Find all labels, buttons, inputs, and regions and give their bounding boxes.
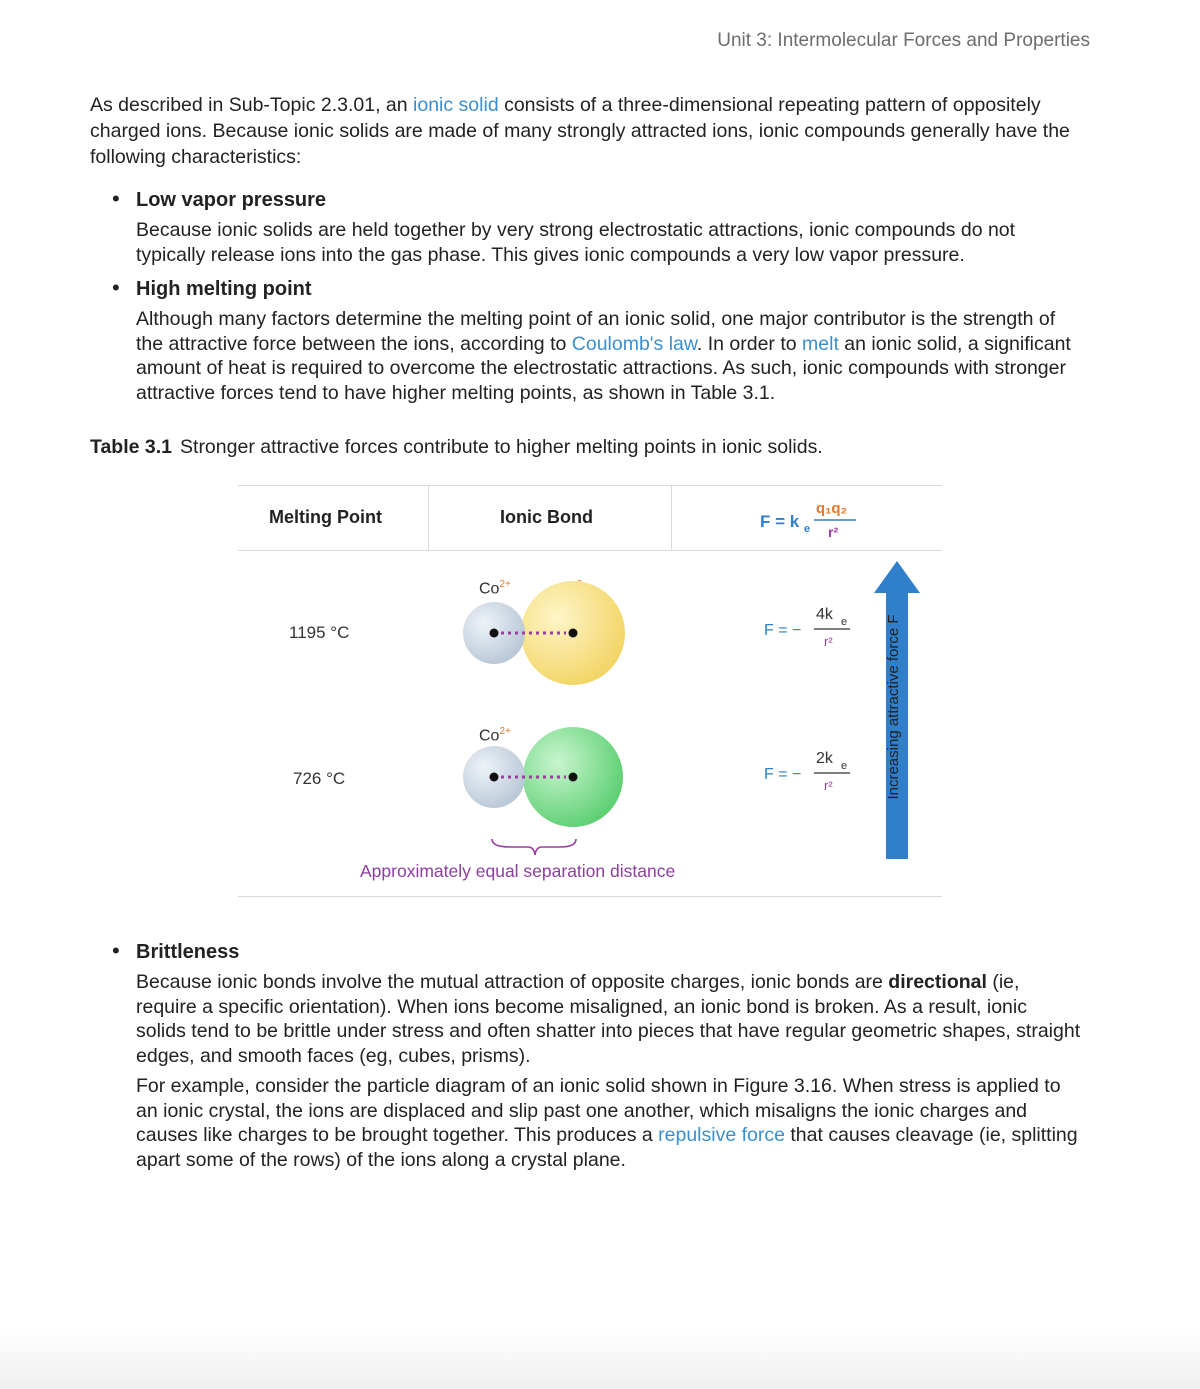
bullet-title: Low vapor pressure: [136, 189, 327, 211]
table-caption-text: Stronger attractive forces contribute to higher melting points in ionic solids.: [180, 436, 823, 458]
formula-num: 2k: [816, 750, 833, 767]
bullet-body-2: [136, 1074, 1082, 1172]
list-item: [112, 186, 1082, 267]
table-divider: [671, 485, 672, 551]
table-rule-top: [238, 485, 942, 486]
bullet-icon: •: [112, 938, 120, 963]
list-item: [112, 275, 1082, 405]
body-text: Because ionic bonds involve the mutual attraction of opposite charges, ionic bonds are: [136, 971, 889, 993]
bullet-icon: •: [112, 186, 120, 211]
formula-sub: e: [841, 760, 848, 772]
body-text: that causes cleavage (ie, splitting apart some of the rows) of the ions along a crystal plane.: [136, 1124, 1078, 1171]
header-ionic-bond: Ionic Bond: [500, 507, 593, 527]
formula-lhs: F = −: [764, 766, 802, 783]
nucleus-dot: [490, 773, 499, 782]
cation-symbol: Co: [479, 727, 500, 745]
table-caption: [90, 434, 823, 460]
page-bottom-shadow: [0, 1329, 1200, 1389]
body-text: an ionic solid, a significant amount of heat is required to overcome the electrostatic attractions. As such, ionic compounds with stronger attractive forces tend to have higher melting points, as shown in Table 3.1.: [136, 332, 1071, 404]
nucleus-dot: [490, 629, 499, 638]
bullet-icon: •: [112, 275, 120, 300]
formula-den: r²: [828, 524, 839, 540]
formula-sub: e: [841, 616, 848, 628]
intro-text: As described in Sub-Topic 2.3.01, an: [90, 94, 414, 116]
separation-label: Approximately equal separation distance: [360, 861, 676, 881]
body-text: . In order to: [696, 332, 803, 355]
ionic-bond-diagram-cocl: [456, 727, 646, 835]
repulsive-force-link[interactable]: repulsive force: [658, 1124, 785, 1146]
characteristics-list: [112, 186, 1082, 413]
bullet-title: High melting point: [136, 278, 312, 300]
melt-link[interactable]: melt: [802, 332, 839, 355]
intro-text-2: consists of a three-dimensional repeating pattern of oppositely charged ions. Because ionic solids are made of many strongly attracted ions, ionic compounds generally have the following characteristics:: [90, 94, 1070, 168]
formula-num: 4k: [816, 606, 833, 623]
formula-lhs: F = k: [760, 512, 800, 531]
ionic-solid-link[interactable]: ionic solid: [413, 94, 499, 116]
list-item: [112, 938, 1082, 1172]
separation-brace: [490, 837, 580, 857]
ionic-bond-diagram-cos: [456, 581, 646, 691]
page-header: Unit 3: Intermolecular Forces and Properties: [717, 30, 1090, 51]
cation-symbol: Co: [479, 580, 500, 598]
nucleus-dot: [569, 773, 578, 782]
table-label: Table 3.1: [90, 436, 173, 458]
arrow-label: Increasing attractive force F: [885, 614, 902, 800]
melting-point-value: 1195 °C: [289, 623, 350, 642]
coulomb-formula-row1: [764, 601, 854, 653]
formula-num: q₁q₂: [816, 500, 848, 517]
coulomb-formula-header: [756, 493, 866, 545]
intro-paragraph: [90, 92, 1090, 170]
header-melting-point: Melting Point: [269, 507, 382, 527]
bullet-body: [136, 307, 1082, 405]
coulomb-formula-row2: [764, 745, 854, 797]
formula-sub: e: [804, 523, 811, 535]
bullet-body: [136, 970, 1082, 1068]
melting-point-table: [238, 485, 942, 899]
formula-den: r²: [824, 634, 833, 649]
table-divider: [428, 485, 429, 551]
melting-point-value: 726 °C: [293, 769, 346, 788]
bullet-body: Because ionic solids are held together by very strong electrostatic attractions, ionic compounds do not typically release ions into the gas phase. This gives ionic compounds a very low vapor pressure.: [136, 219, 1016, 266]
body-text: Although many factors determine the melting point of an ionic solid, one major contributor is the strength of the attractive force between the ions, according to: [136, 308, 1056, 355]
table-rule-header: [238, 550, 942, 551]
bullet-title: Brittleness: [136, 941, 240, 963]
formula-den: r²: [824, 778, 833, 793]
formula-lhs: F = −: [764, 622, 802, 639]
coulombs-law-link[interactable]: Coulomb's law: [571, 332, 697, 355]
bold-term: directional: [888, 971, 987, 993]
nucleus-dot: [569, 629, 578, 638]
body-text: For example, consider the particle diagram of an ionic solid shown in Figure 3.16. When stress is applied to an ionic crystal, the ions are displaced and slip past one another, which misaligns the ionic charges and causes like charges to be brought together. This produces a: [136, 1075, 1061, 1146]
cation-charge: 2+: [499, 579, 511, 590]
body-text: (ie, require a specific orientation). When ions become misaligned, an ionic bond is broken. As a result, ionic solids tend to be brittle under stress and often shatter into pieces that have regular geometric shapes, straight edges, and smooth faces (eg, cubes, prisms).: [136, 971, 1081, 1067]
cation-charge: 2+: [499, 726, 511, 737]
characteristics-list-continued: [112, 938, 1082, 1180]
table-rule-bottom: [238, 896, 942, 897]
